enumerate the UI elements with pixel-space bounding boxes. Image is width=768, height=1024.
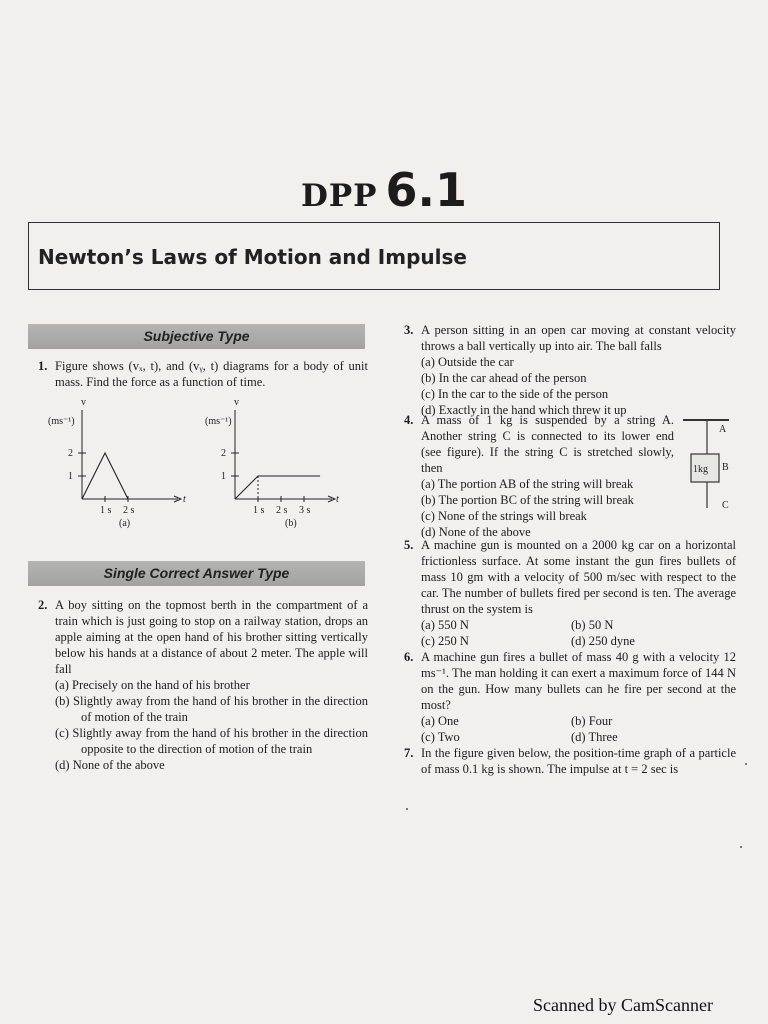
scan-speck xyxy=(745,763,747,765)
mass-label: 1kg xyxy=(693,464,708,475)
question-text: A machine gun fires a bullet of mass 40 g with a velocity 12 ms⁻¹. The man holding it can exert a maximum force of 144 N on the gun. How many bullets can he fire per second at the most? xyxy=(421,650,736,712)
question-6-options xyxy=(421,713,736,745)
graph-b-x2-label: 2 s xyxy=(276,505,288,516)
question-number: 5. xyxy=(404,538,414,552)
graph-b-svg xyxy=(205,398,355,538)
graph-a-caption: (a) xyxy=(119,518,131,529)
question-number: 6. xyxy=(404,650,414,664)
dpp-number: 6.1 xyxy=(385,163,467,217)
question-6 xyxy=(404,649,736,745)
graph-b-x1-label: 1 s xyxy=(253,505,265,516)
option-d: (d) 250 dyne xyxy=(571,634,635,648)
graph-b-unit: (ms⁻¹) xyxy=(205,416,232,427)
question-5-options xyxy=(421,617,736,649)
question-2-options xyxy=(55,677,368,773)
label-a: A xyxy=(719,424,727,435)
graph-b-x3-label: 3 s xyxy=(299,505,311,516)
question-1 xyxy=(38,358,368,390)
option-a: (a) Outside the car xyxy=(421,355,514,369)
question-text: A boy sitting on the topmost berth in the compartment of a train which is just going to stop on a railway station, drops an apple aiming at the open hand of his brother sitting vertically below his hands at a distance of about 2 meter. The apple will fall xyxy=(55,598,368,676)
option-b: (b) 50 N xyxy=(571,618,614,632)
graph-b-caption: (b) xyxy=(285,518,297,529)
option-d: (d) Exactly in the hand which threw it up xyxy=(421,403,627,417)
question-number: 4. xyxy=(404,413,414,427)
label-c: C xyxy=(722,500,729,511)
option-a: (a) The portion AB of the string will break xyxy=(421,477,634,491)
question-number: 3. xyxy=(404,323,414,337)
option-c: (c) 250 N xyxy=(421,634,469,648)
mass-string-svg xyxy=(683,416,743,526)
question-text: A mass of 1 kg is suspended by a string A. Another string C is connected to its lower end (see figure). If the string C is stretched slowly, then xyxy=(421,413,674,475)
dpp-title xyxy=(0,163,768,217)
question-2 xyxy=(38,597,368,773)
graph-b-y1-label: 1 xyxy=(221,471,226,482)
question-text: A machine gun is mounted on a 2000 kg car on a horizontal frictionless surface. At some instant the gun fires bullets of mass 10 gm with a velocity of 500 m/sec with respect to the car. The number of bullets fired per second is ten. The average thrust on the system is xyxy=(421,538,736,616)
graph-a-svg xyxy=(48,398,198,538)
label-b: B xyxy=(722,462,729,473)
question-4-options xyxy=(421,476,674,540)
graph-a-v-label: v xyxy=(81,397,86,408)
question-number: 1. xyxy=(38,359,48,373)
graph-a-x1-label: 1 s xyxy=(100,505,112,516)
scanner-watermark: Scanned by CamScanner xyxy=(533,995,713,1015)
option-b: (b) The portion BC of the string will break xyxy=(421,493,634,507)
option-a: (a) 550 N xyxy=(421,618,469,632)
option-b: (b) In the car ahead of the person xyxy=(421,371,587,385)
graph-b-series xyxy=(235,476,320,499)
dpp-label: DPP xyxy=(300,178,378,214)
option-c: (c) Slightly away from the hand of his brother in the direction opposite to the direction of motion of the train xyxy=(55,726,368,756)
mass-string-figure xyxy=(683,416,743,531)
question-number: 7. xyxy=(404,746,414,760)
section-subjective: Subjective Type xyxy=(28,324,365,349)
graph-b-y2-label: 2 xyxy=(221,448,226,459)
option-b: (b) Slightly away from the hand of his brother in the direction of motion of the train xyxy=(55,694,368,724)
chapter-title-box xyxy=(28,222,720,290)
graph-a-unit: (ms⁻¹) xyxy=(48,416,75,427)
graph-b-v-label: v xyxy=(234,397,239,408)
question-7 xyxy=(404,745,736,777)
option-b: (b) Four xyxy=(571,714,613,728)
graph-b xyxy=(205,398,355,543)
graph-a-x2-label: 2 s xyxy=(123,505,135,516)
graph-a xyxy=(48,398,198,543)
question-text: Figure shows (vₓ, t), and (vᵧ, t) diagrams for a body of unit mass. Find the force as a function of time. xyxy=(55,359,368,389)
graph-a-series xyxy=(82,453,128,499)
scan-speck xyxy=(406,808,408,810)
question-number: 2. xyxy=(38,598,48,612)
chapter-title: Newton’s Laws of Motion and Impulse xyxy=(38,245,467,269)
question-5 xyxy=(404,537,736,649)
question-4 xyxy=(404,412,674,540)
option-d: (d) Three xyxy=(571,730,618,744)
section-single-correct: Single Correct Answer Type xyxy=(28,561,365,586)
question-3 xyxy=(404,322,736,418)
question-3-options xyxy=(421,354,736,418)
graph-a-t-label: t xyxy=(183,494,186,505)
question-text: A person sitting in an open car moving at constant velocity throws a ball vertically up into air. The ball falls xyxy=(421,323,736,353)
graph-a-y2-label: 2 xyxy=(68,448,73,459)
option-c: (c) In the car to the side of the person xyxy=(421,387,609,401)
graph-b-t-label: t xyxy=(336,494,339,505)
option-c: (c) None of the strings will break xyxy=(421,509,587,523)
option-c: (c) Two xyxy=(421,730,460,744)
option-d: (d) None of the above xyxy=(55,758,165,772)
option-a: (a) Precisely on the hand of his brother xyxy=(55,678,250,692)
graph-a-y1-label: 1 xyxy=(68,471,73,482)
question-text: In the figure given below, the position-time graph of a particle of mass 0.1 kg is shown. The impulse at t = 2 sec is xyxy=(421,746,736,776)
scan-speck xyxy=(740,846,742,848)
option-a: (a) One xyxy=(421,714,459,728)
option-d: (d) None of the above xyxy=(421,525,531,539)
